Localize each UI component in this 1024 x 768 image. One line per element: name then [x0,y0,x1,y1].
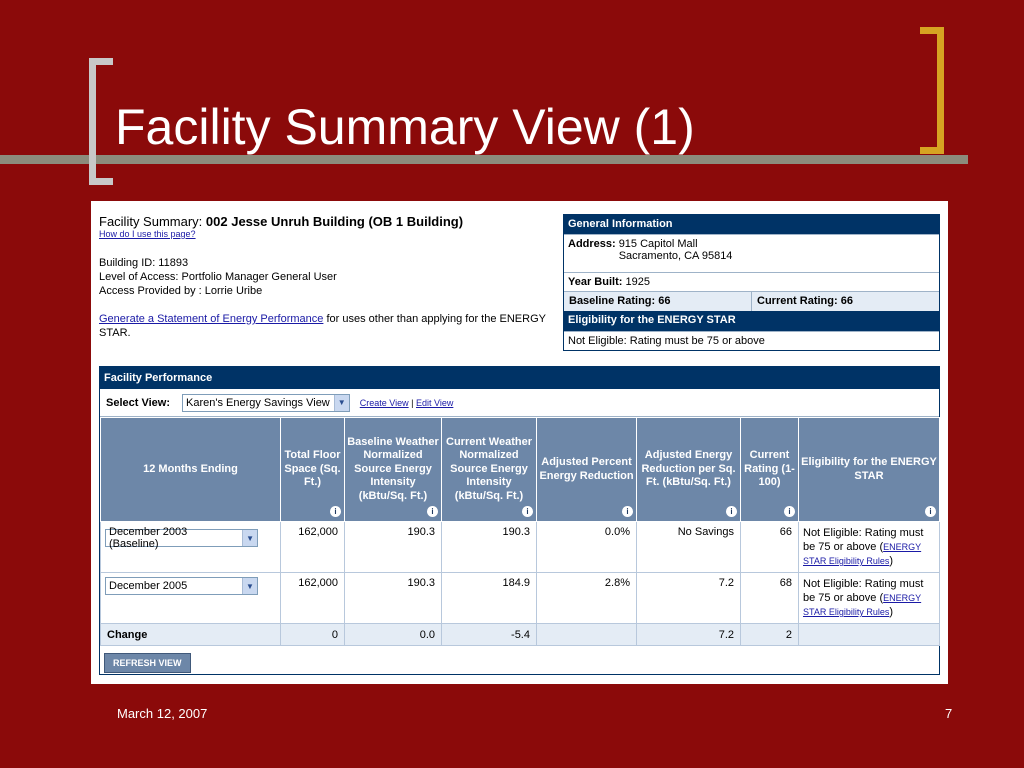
current-rating: Current Rating: 66 [751,292,939,311]
current-intensity-cell: 184.9 [442,573,537,624]
refresh-view-button[interactable]: REFRESH VIEW [104,653,191,673]
change-rating: 2 [741,624,799,646]
footer-page-number: 7 [945,706,953,721]
reduction-per-sqft-cell: 7.2 [637,573,741,624]
facility-title [99,214,559,229]
left-bracket-decoration [89,58,113,185]
table-row [101,573,940,624]
edit-view-link[interactable]: Edit View [416,397,454,408]
general-information-panel [563,214,940,351]
statement-line [99,312,559,340]
facility-summary-header [99,214,559,340]
title-underline-bar [0,155,968,164]
column-header-current-rating: Current Rating (1-100) i [741,418,799,522]
change-current-intensity: -5.4 [442,624,537,646]
period-select[interactable] [105,577,258,595]
eligibility-close: ) [889,606,894,618]
eligibility-rules-link[interactable]: ENERGY STAR Eligibility Rules [803,542,922,566]
column-header-baseline-intensity: Baseline Weather Normalized Source Energy Intensity (kBtu/Sq. Ft.) i [345,418,442,522]
year-built-label: Year Built: [568,276,623,288]
floor-space-cell: 162,000 [281,573,345,624]
change-floor-space: 0 [281,624,345,646]
address-line-1: 915 Capitol Mall [618,238,698,250]
floor-space-cell: 162,000 [281,522,345,573]
info-icon[interactable]: i [726,506,737,517]
access-provided-by: Access Provided by : Lorrie Uribe [99,285,263,297]
change-label: Change [101,624,281,646]
change-pct-reduction [537,624,637,646]
statement-suffix: for uses other than applying for the ENERGY STAR. [99,313,546,339]
baseline-intensity-cell: 190.3 [345,573,442,624]
view-select[interactable] [182,394,350,412]
eligibility-rules-link[interactable]: ENERGY STAR Eligibility Rules [803,593,922,617]
chevron-down-icon: ▼ [242,578,257,594]
right-bracket-decoration [920,27,944,154]
facility-summary-label: Facility Summary: [99,214,203,229]
period-select[interactable] [105,526,258,550]
eligibility-status: Not Eligible: Rating must be 75 or above [564,331,939,350]
address-line-2: Sacramento, CA 95814 [618,250,733,262]
access-level: Level of Access: Portfolio Manager General User [99,271,337,283]
facility-name: 002 Jesse Unruh Building (OB 1 Building) [205,214,464,229]
eligibility-text: Not Eligible: Rating must be 75 or above ( [803,527,924,553]
footer-date: March 12, 2007 [117,706,208,721]
ratings-row [564,291,939,311]
year-built-row [564,272,939,291]
info-icon[interactable]: i [622,506,633,517]
general-information-header: General Information [564,215,939,234]
eligibility-text: Not Eligible: Rating must be 75 or above ( [803,578,924,604]
address-row [564,234,939,272]
current-intensity-cell: 190.3 [442,522,537,573]
slide-title: Facility Summary View (1) [115,99,695,155]
view-link-separator: | [411,397,414,408]
eligibility-header: Eligibility for the ENERGY STAR [564,311,939,331]
change-baseline-intensity: 0.0 [345,624,442,646]
column-header-current-intensity: Current Weather Normalized Source Energy Intensity (kBtu/Sq. Ft.) i [442,418,537,522]
column-header-reduction-per-sqft: Adjusted Energy Reduction per Sq. Ft. (kBtu/Sq. Ft.) i [637,418,741,522]
change-eligibility [799,624,940,646]
change-reduction-per-sqft: 7.2 [637,624,741,646]
column-header-eligibility: Eligibility for the ENERGY STAR i [799,418,940,522]
change-row [101,624,940,646]
select-view-row [100,389,939,417]
period-select-value: December 2003 (Baseline) [109,526,188,550]
view-select-value: Karen's Energy Savings View [186,396,330,409]
address-label: Address: [568,238,616,250]
period-cell [101,573,281,624]
chevron-down-icon: ▼ [242,530,257,546]
view-links [360,398,454,408]
performance-table [100,417,940,646]
year-built-value: 1925 [625,276,650,288]
baseline-intensity-cell: 190.3 [345,522,442,573]
column-header-floor-space: Total Floor Space (Sq. Ft.) i [281,418,345,522]
info-icon[interactable]: i [427,506,438,517]
rating-cell: 68 [741,573,799,624]
generate-statement-link[interactable]: Generate a Statement of Energy Performance [99,313,324,325]
facility-performance-panel [99,366,940,675]
help-link[interactable]: How do I use this page? [99,229,196,239]
pct-reduction-cell: 0.0% [537,522,637,573]
chevron-down-icon: ▼ [334,395,349,411]
info-icon[interactable]: i [925,506,936,517]
building-id: Building ID: 11893 [99,257,189,269]
period-cell [101,522,281,573]
eligibility-cell [799,573,940,624]
facility-performance-header: Facility Performance [100,367,939,389]
table-header-row [101,418,940,522]
baseline-rating: Baseline Rating: 66 [569,295,671,307]
info-icon[interactable]: i [522,506,533,517]
reduction-per-sqft-cell: No Savings [637,522,741,573]
column-header-pct-reduction: Adjusted Percent Energy Reduction i [537,418,637,522]
facility-info [99,256,559,298]
select-view-label: Select View: [106,396,170,409]
create-view-link[interactable]: Create View [359,397,409,408]
info-icon[interactable]: i [784,506,795,517]
eligibility-close: ) [889,555,894,567]
eligibility-cell [799,522,940,573]
rating-cell: 66 [741,522,799,573]
period-select-value: December 2005 [109,580,188,592]
info-icon[interactable]: i [330,506,341,517]
pct-reduction-cell: 2.8% [537,573,637,624]
address-value [619,238,733,269]
column-header-period: 12 Months Ending [101,418,281,522]
table-row [101,522,940,573]
facility-summary-screenshot [91,201,948,684]
